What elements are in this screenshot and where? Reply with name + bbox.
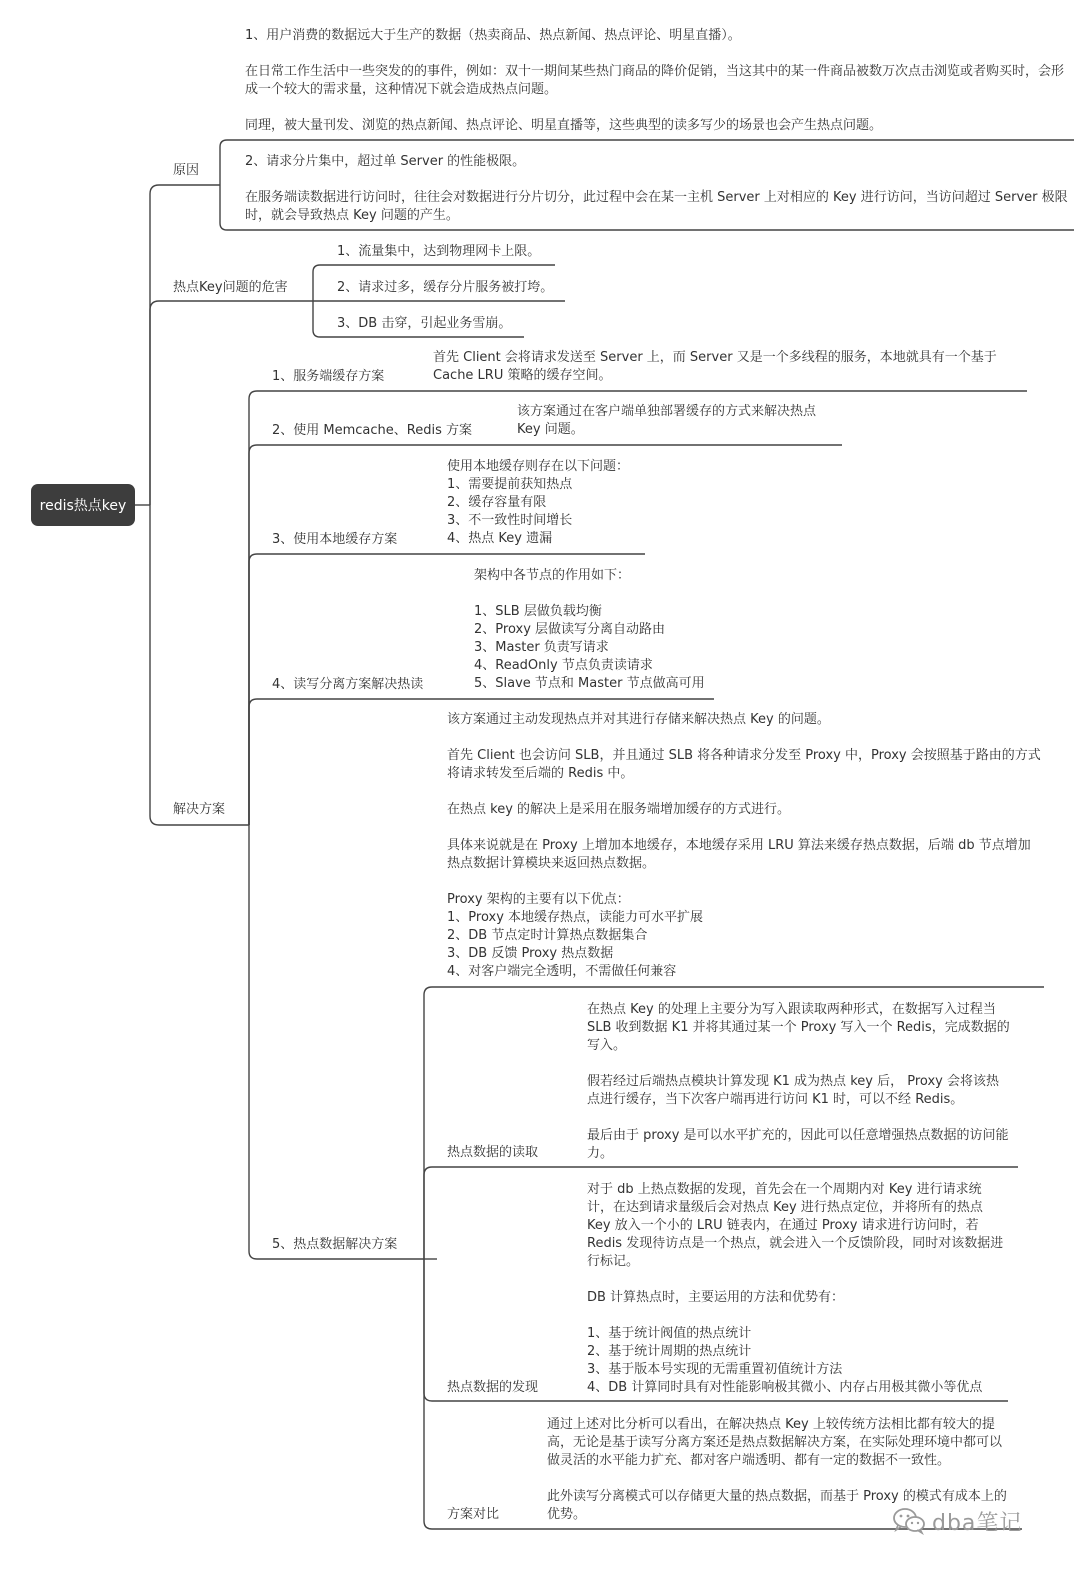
solution-4-detail[interactable]: 架构中各节点的作用如下： 1、SLB 层做负载均衡 2、Proxy 层做读写分离自动路由 3、Master 负责写请求 4、ReadOnly 节点负责读请求 5、Slave 节点和 Master 节点做高可用	[474, 568, 705, 691]
harm-item-2[interactable]: 2、请求过多，缓存分片服务被打垮。	[337, 280, 554, 295]
compare-detail[interactable]: 通过上述对比分析可以看出，在解决热点 Key 上较传统方法相比都有较大的提高，无论是基于读写分离方案还是热点数据解决方案，在实际处理环境中都可以做灵活的水平能力扩充、都对客户端透明、都有一定的数据不一致性。 此外读写分离模式可以存储更大量的热点数据，而基于 Proxy 的模式有成本上的优势。	[547, 1417, 1007, 1522]
harm-item-1[interactable]: 1、流量集中，达到物理网卡上限。	[337, 244, 541, 259]
solution-1-label[interactable]: 1、服务端缓存方案	[272, 369, 385, 384]
solution-3-label[interactable]: 3、使用本地缓存方案	[272, 532, 398, 547]
compare-label[interactable]: 方案对比	[447, 1507, 500, 1522]
solution-5-label[interactable]: 5、热点数据解决方案	[272, 1237, 398, 1252]
watermark-text: dba笔记	[932, 1510, 1023, 1536]
branch-solution-label[interactable]: 解决方案	[173, 802, 226, 817]
solution-3-detail[interactable]: 使用本地缓存则存在以下问题： 1、需要提前获知热点 2、缓存容量有限 3、不一致性时间增长 4、热点 Key 遗漏	[447, 459, 630, 546]
branch-reason-label[interactable]: 原因	[173, 163, 200, 178]
solution-1-detail[interactable]: 首先 Client 会将请求发送至 Server 上，而 Server 又是一个多线程的服务，本地就具有一个基于 Cache LRU 策略的缓存空间。	[433, 350, 997, 383]
branch-harm-label[interactable]: 热点Key问题的危害	[173, 280, 288, 295]
root-node[interactable]: redis热点key	[31, 484, 135, 526]
solution-5-detail[interactable]: 该方案通过主动发现热点并对其进行存储来解决热点 Key 的问题。 首先 Client 也会访问 SLB，并且通过 SLB 将各种请求分发至 Proxy 中，Proxy 会按照基于路由的方式将请求转发至后端的 Redis 中。 在热点 key 的解决上是采用在服务端增加缓存的方式进行。 具体来说就是在 Proxy 上增加本地缓存，本地缓存采用 LRU 算法来缓存热点数据，后端 db 节点增加热点数据计算模块来返回热点数据。 Proxy 架构的主要有以下优点： 1、Proxy 本地缓存热点，读能力可水平扩展 2、DB 节点定时计算热点数据集合 3、DB 反馈 Proxy 热点数据 4、对客户端完全透明，不需做任何兼容	[447, 712, 1041, 979]
wechat-icon	[892, 1507, 926, 1535]
watermark	[892, 1504, 1022, 1538]
hot-read-detail[interactable]: 在热点 Key 的处理上主要分为写入跟读取两种形式，在数据写入过程当 SLB 收到数据 K1 并将其通过某一个 Proxy 写入一个 Redis，完成数据的写入。 假若经过后端热点模块计算发现 K1 成为热点 key 后， Proxy 会将该热点进行缓存，当下次客户端再进行访问 K1 时，可以不经 Redis。 最后由于 proxy 是可以水平扩充的，因此可以任意增强热点数据的访问能力。	[587, 1002, 1010, 1161]
solution-2-label[interactable]: 2、使用 Memcache、Redis 方案	[272, 423, 472, 438]
harm-item-3[interactable]: 3、DB 击穿，引起业务雪崩。	[337, 316, 512, 331]
hot-discover-detail[interactable]: 对于 db 上热点数据的发现，首先会在一个周期内对 Key 进行请求统计，在达到请求量级后会对热点 Key 进行热点定位，并将所有的热点 Key 放入一个小的 LRU 链表内，在通过 Proxy 请求进行访问时，若 Redis 发现待访点是一个热点，就会进入一个反馈阶段，同时对该数据进行标记。 DB 计算热点时，主要运用的方法和优势有： 1、基于统计阀值的热点统计 2、基于统计周期的热点统计 3、基于版本号实现的无需重置初值统计方法 4、DB 计算同时具有对性能影响极其微小、内存占用极其微小等优点	[587, 1182, 1004, 1395]
reason-item-2[interactable]: 2、请求分片集中，超过单 Server 的性能极限。 在服务端读数据进行访问时，往往会对数据进行分片切分，此过程中会在某一主机 Server 上对相应的 Key 进行访问，当访问超过 Server 极限时，就会导致热点 Key 问题的产生。	[245, 154, 1068, 223]
hot-discover-label[interactable]: 热点数据的发现	[447, 1380, 539, 1395]
solution-4-label[interactable]: 4、读写分离方案解决热读	[272, 677, 424, 692]
hot-read-label[interactable]: 热点数据的读取	[447, 1145, 539, 1160]
reason-item-1[interactable]: 1、用户消费的数据远大于生产的数据（热卖商品、热点新闻、热点评论、明星直播）。 在日常工作生活中一些突发的的事件，例如：双十一期间某些热门商品的降价促销，当这其中的某一件商品被数万次点击浏览或者购买时，会形成一个较大的需求量，这种情况下就会造成热点问题。 同理，被大量刊发、浏览的热点新闻、热点评论、明星直播等，这些典型的读多写少的场景也会产生热点问题。	[245, 28, 1065, 133]
solution-2-detail[interactable]: 该方案通过在客户端单独部署缓存的方式来解决热点 Key 问题。	[517, 404, 817, 437]
